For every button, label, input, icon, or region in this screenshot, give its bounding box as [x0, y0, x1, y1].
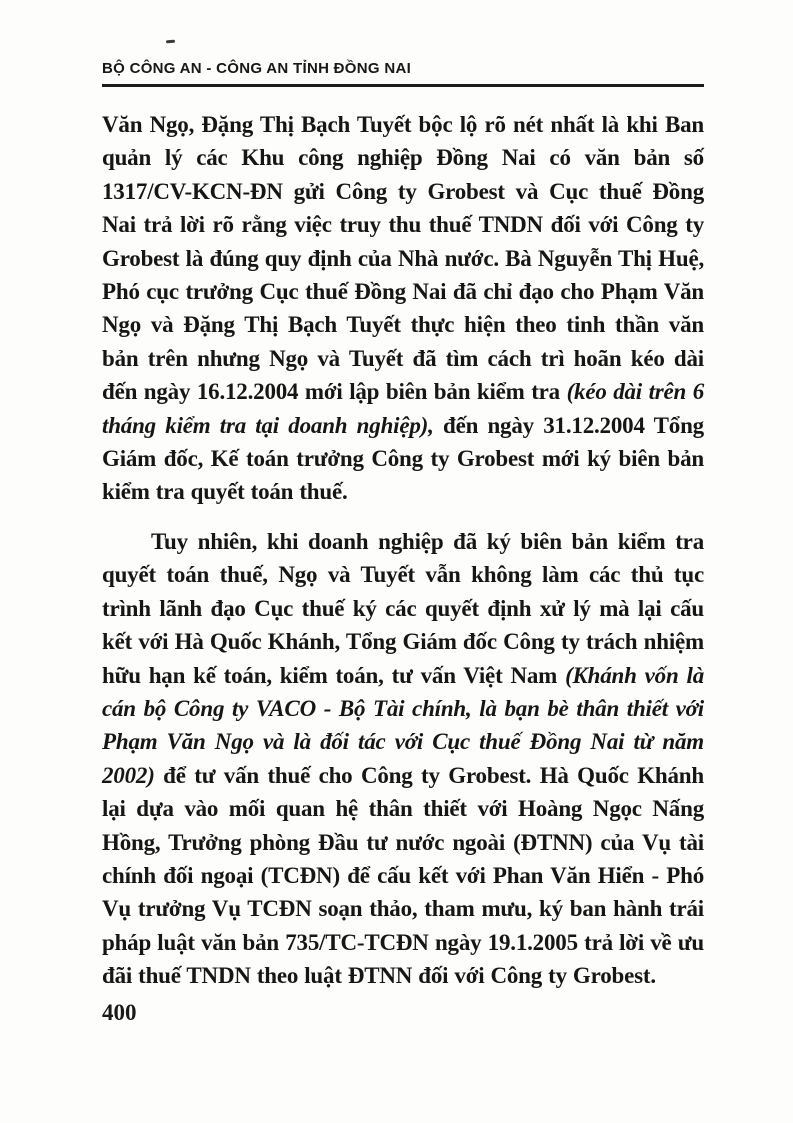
scan-artifact-mark [166, 40, 175, 44]
page-number: 400 [102, 999, 137, 1025]
text-run: để tư vấn thuế cho Công ty Grobest. Hà Quốc Khánh lại dựa vào mối quan hệ thân thiết với Hoàng Ngọc Nấng Hồng, Trưởng phòng Đầu tư nước ngoài (ĐTNN) của Vụ tài chính đối ngoại (TCĐN) để cấu kết với Phan Văn Hiển - Phó Vụ trưởng Vụ TCĐN soạn thảo, tham mưu, ký ban hành trái pháp luật văn bản 735/TC-TCĐN ngày 19.1.2005 trả lời về ưu đãi thuế TNDN theo luật ĐTNN đối với Công ty Grobest. [102, 762, 704, 989]
paragraph [102, 108, 704, 509]
text-run: Văn Ngọ, Đặng Thị Bạch Tuyết bộc lộ rõ nét nhất là khi Ban quản lý các Khu công nghiệp Đồng Nai có văn bản số 1317/CV-KCN-ĐN gửi Công ty Grobest và Cục thuế Đồng Nai trả lời rõ rằng việc truy thu thuế TNDN đối với Công ty Grobest là đúng quy định của Nhà nước. Bà Nguyễn Thị Huệ, Phó cục trưởng Cục thuế Đồng Nai đã chỉ đạo cho Phạm Văn Ngọ và Đặng Thị Bạch Tuyết thực hiện theo tinh thần văn bản trên nhưng Ngọ và Tuyết đã tìm cách trì hoãn kéo dài đến ngày 16.12.2004 mới lập biên bản kiểm tra [102, 112, 704, 405]
italic-text-run: (Khánh vốn là cán bộ Công ty VACO - Bộ Tài chính, là bạn bè thân thiết với Phạm Văn Ngọ và là đối tác với Cục thuế Đồng Nai từ năm 2002) [102, 662, 704, 788]
running-header-title: BỘ CÔNG AN - CÔNG AN TỈNH ĐỒNG NAI [102, 60, 412, 77]
text-run: đến ngày 31.12.2004 Tổng Giám đốc, Kế toán trưởng Công ty Grobest mới ký biên bản kiểm tra quyết toán thuế. [102, 412, 704, 505]
running-header [102, 60, 704, 87]
paragraph [102, 525, 704, 993]
page-content [102, 60, 704, 1026]
text-run: Tuy nhiên, khi doanh nghiệp đã ký biên bản kiểm tra quyết toán thuế, Ngọ và Tuyết vẫn không làm các thủ tục trình lãnh đạo Cục thuế ký các quyết định xử lý mà lại cấu kết với Hà Quốc Khánh, Tổng Giám đốc Công ty trách nhiệm hữu hạn kế toán, kiểm toán, tư vấn Việt Nam [102, 528, 704, 688]
italic-text-run: (kéo dài trên 6 tháng kiểm tra tại doanh nghiệp), [102, 379, 705, 438]
body-text [102, 108, 704, 993]
header-rule [102, 84, 704, 87]
